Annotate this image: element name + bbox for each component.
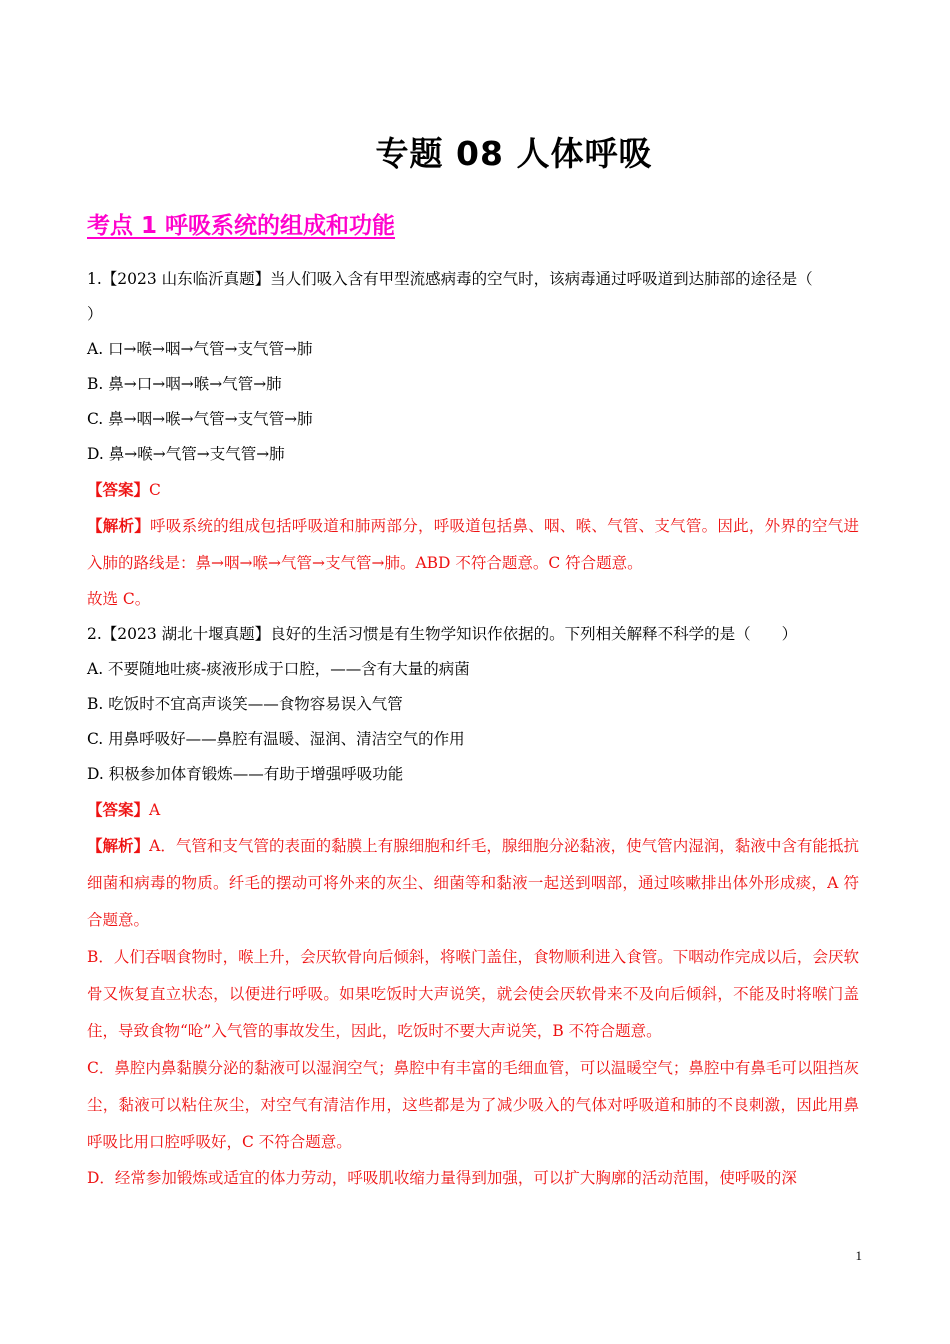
question-1-answer	[87, 472, 859, 507]
section-heading: 考点 1 呼吸系统的组成和功能	[87, 213, 396, 239]
analysis-label: 【解析】	[87, 516, 151, 535]
question-1-option-d: D. 鼻→喉→气管→支气管→肺	[87, 445, 285, 463]
question-1-stem	[87, 262, 859, 297]
question-2-text: 良好的生活习惯是有生物学知识作依据的。下列相关解释不科学的是（ ）	[270, 625, 798, 643]
document-body	[87, 262, 859, 1196]
question-2-source: 2.【2023 湖北十堰真题】	[87, 625, 271, 643]
page-title: 专题 08 人体呼吸	[375, 134, 653, 173]
question-2-stem	[87, 617, 859, 652]
question-2-analysis-b: B．人们吞咽食物时，喉上升，会厌软骨向后倾斜，将喉门盖住，食物顺利进入食管。下咽动作完成以后，会厌软骨又恢复直立状态，以便进行呼吸。如果吃饭时大声说笑，就会使会厌软骨来不及向后倾斜，不能及时将喉门盖住，导致食物“呛”入气管的事故发生，因此，吃饭时不要大声说笑，B 不符合题意。	[87, 948, 859, 1040]
question-1-source: 1.【2023 山东临沂真题】	[87, 270, 271, 288]
question-2-analysis-d: D．经常参加锻炼或适宜的体力劳动，呼吸肌收缩力量得到加强，可以扩大胸廓的活动范围，使呼吸的深	[87, 1169, 797, 1187]
question-1-option-b: B. 鼻→口→咽→喉→气管→肺	[87, 375, 282, 393]
question-2-analysis-a	[87, 827, 859, 939]
answer-label: 【答案】	[87, 800, 150, 819]
question-2-analysis-c: C．鼻腔内鼻黏膜分泌的黏液可以湿润空气；鼻腔中有丰富的毛细血管，可以温暖空气；鼻腔中有鼻毛可以阻挡灰尘，黏液可以粘住灰尘，对空气有清洁作用，这些都是为了减少吸入的气体对呼吸道和肺的不良刺激，因此用鼻呼吸比用口腔呼吸好，C 不符合题意。	[87, 1059, 859, 1151]
question-1-stem-end: ）	[87, 305, 103, 323]
question-2	[87, 617, 859, 1196]
page-number: 1	[855, 1248, 862, 1263]
question-1-option-a: A. 口→喉→咽→气管→支气管→肺	[87, 340, 313, 358]
answer-value: C	[149, 481, 161, 499]
question-1-conclusion: 故选 C。	[87, 590, 151, 608]
question-2-option-d: D. 积极参加体育锻炼——有助于增强呼吸功能	[87, 765, 404, 783]
question-1-option-c: C. 鼻→咽→喉→气管→支气管→肺	[87, 410, 313, 428]
analysis-text: A．气管和支气管的表面的黏膜上有腺细胞和纤毛，腺细胞分泌黏液，使气管内湿润，黏液中含有能抵抗细菌和病毒的物质。纤毛的摆动可将外来的灰尘、细菌等和黏液一起送到咽部，通过咳嗽排出体外形成痰，A 符合题意。	[87, 837, 859, 929]
question-1-analysis	[87, 507, 859, 582]
question-1-text: 当人们吸入含有甲型流感病毒的空气时，该病毒通过呼吸道到达肺部的途径是（	[270, 270, 813, 288]
question-2-option-c: C. 用鼻呼吸好——鼻腔有温暖、湿润、清洁空气的作用	[87, 730, 465, 748]
answer-label: 【答案】	[87, 480, 150, 499]
question-1	[87, 262, 859, 617]
question-2-option-a: A. 不要随地吐痰-痰液形成于口腔，——含有大量的病菌	[87, 660, 470, 678]
question-2-answer	[87, 792, 859, 827]
answer-value: A	[149, 801, 161, 819]
analysis-label: 【解析】	[87, 836, 150, 855]
question-2-option-b: B. 吃饭时不宜高声谈笑——食物容易误入气管	[87, 695, 403, 713]
analysis-text: 呼吸系统的组成包括呼吸道和肺两部分，呼吸道包括鼻、咽、喉、气管、支气管。因此，外界的空气进入肺的路线是：鼻→咽→喉→气管→支气管→肺。ABD 不符合题意。C 符合题意。	[87, 517, 859, 572]
